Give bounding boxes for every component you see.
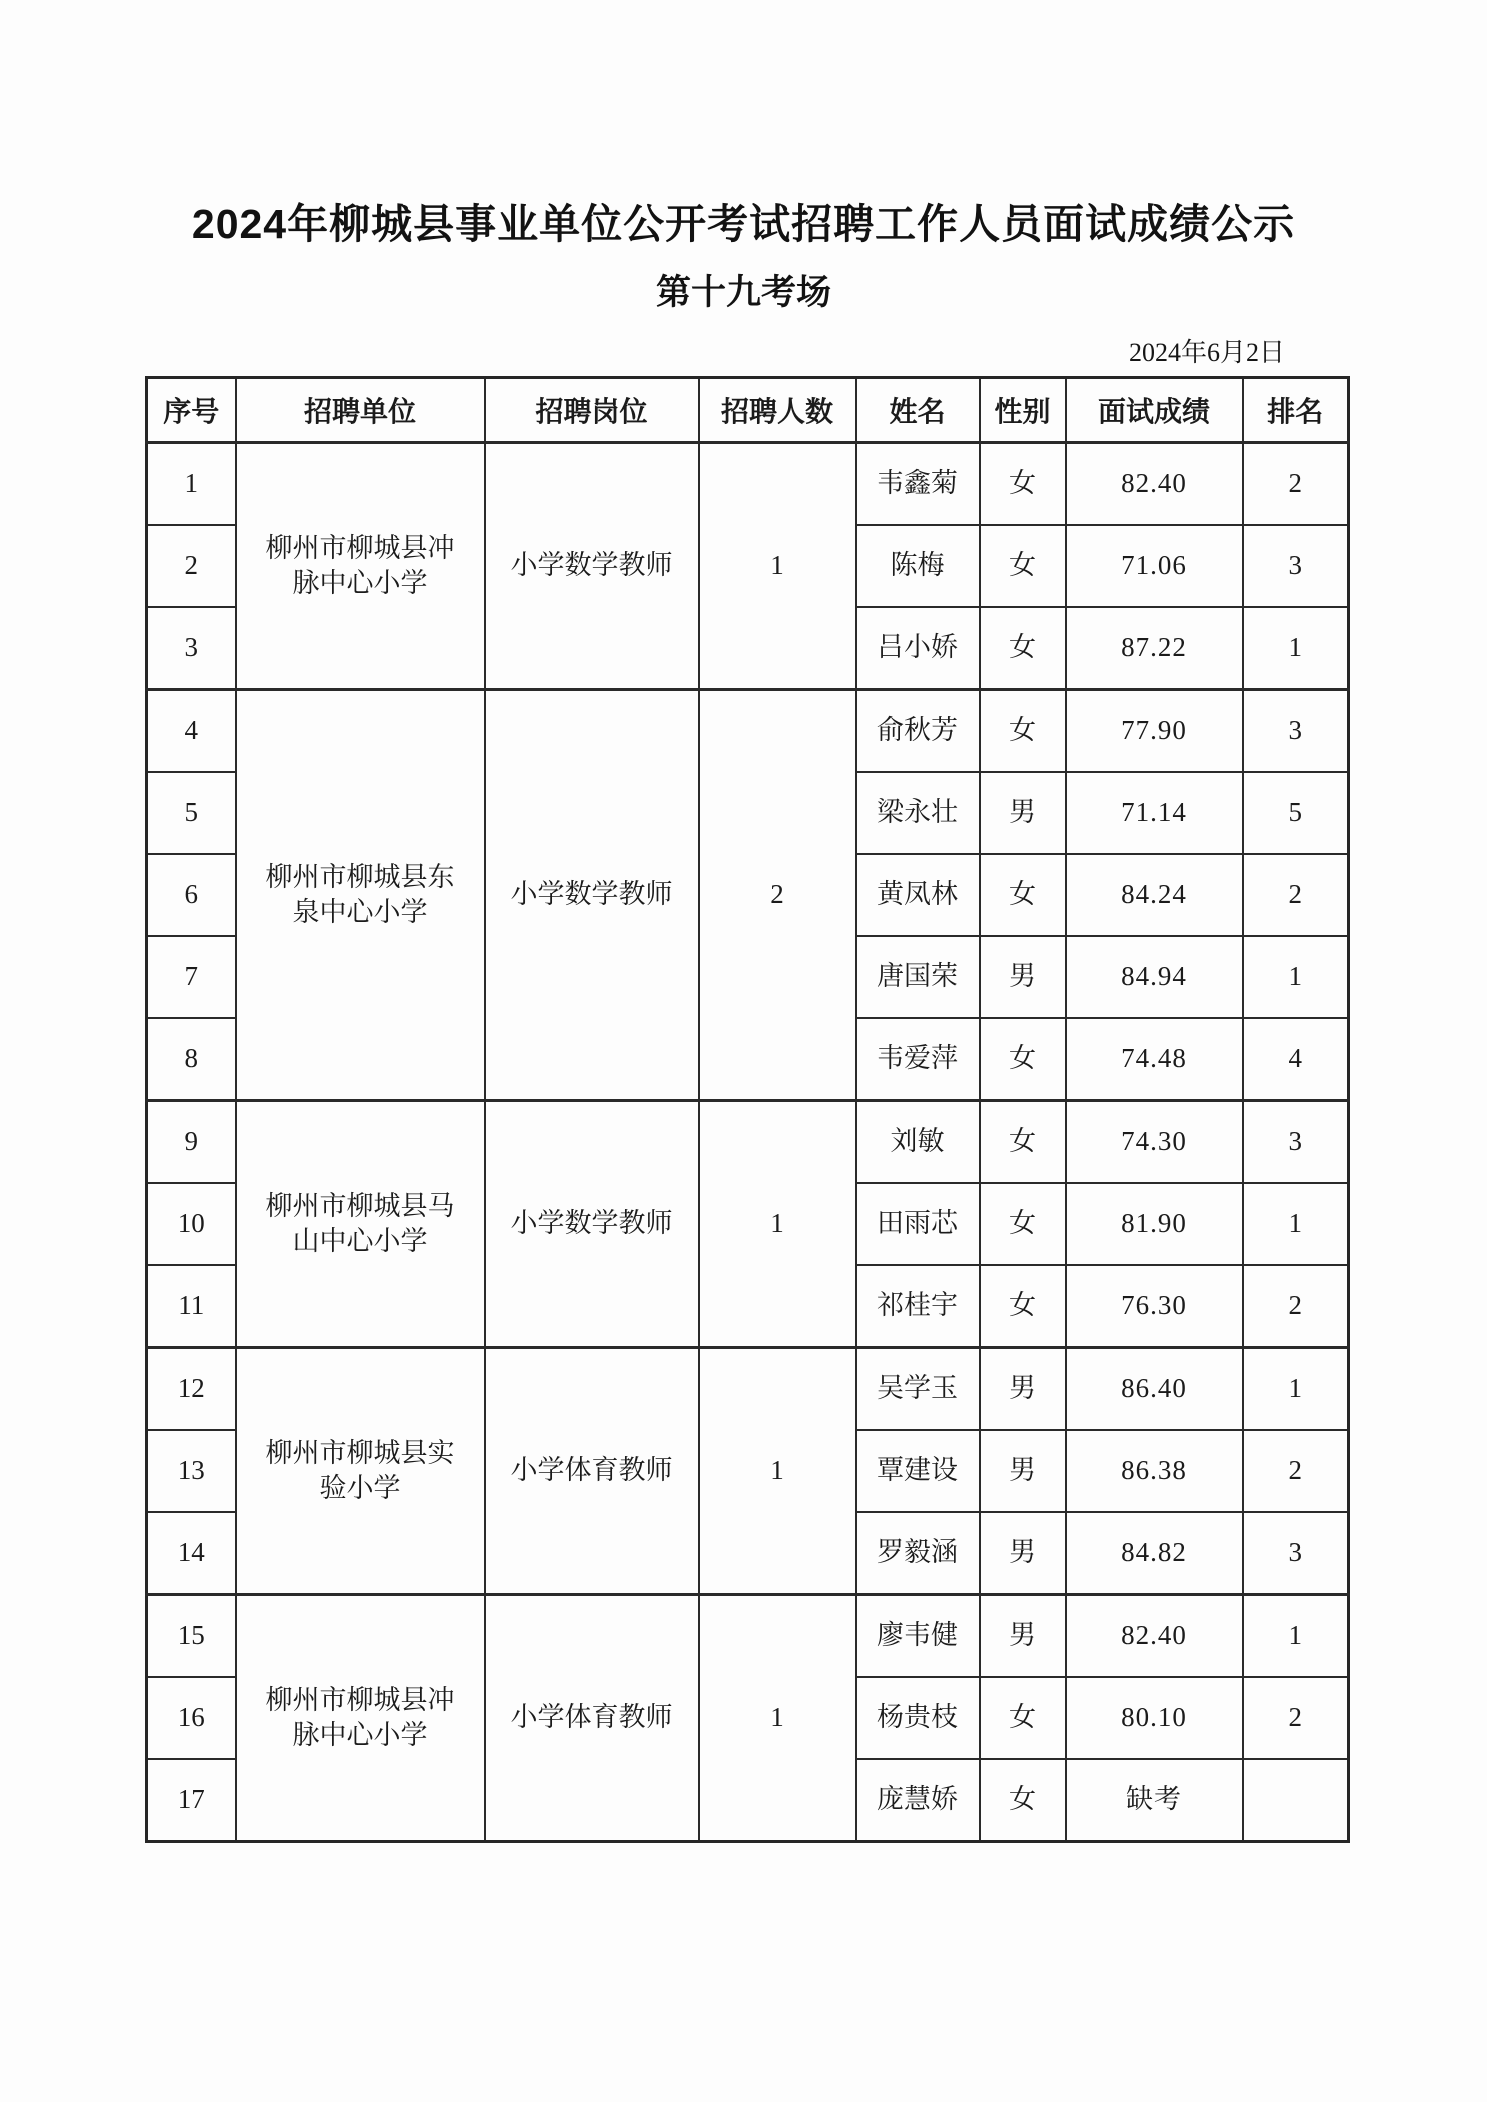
table-row <box>147 1347 1349 1430</box>
cell-rank: 1 <box>1243 1594 1349 1677</box>
document-date: 2024年6月2日 <box>1128 338 1285 368</box>
cell-score: 76.30 <box>1066 1265 1243 1348</box>
cell-count: 1 <box>699 442 856 689</box>
cell-count: 1 <box>699 1347 856 1594</box>
cell-name: 吴学玉 <box>856 1347 980 1430</box>
cell-seq: 13 <box>147 1430 236 1512</box>
col-header-unit: 招聘单位 <box>236 377 485 442</box>
cell-name: 覃建设 <box>856 1430 980 1512</box>
table-header-row <box>147 377 1349 442</box>
cell-seq: 7 <box>147 936 236 1018</box>
cell-score: 82.40 <box>1066 1594 1243 1677</box>
cell-gender: 男 <box>980 1512 1066 1595</box>
cell-gender: 男 <box>980 1594 1066 1677</box>
cell-seq: 8 <box>147 1018 236 1101</box>
cell-unit: 柳州市柳城县马山中心小学 <box>236 1100 485 1347</box>
cell-gender: 女 <box>980 854 1066 936</box>
col-header-gender: 性别 <box>980 377 1066 442</box>
cell-unit: 柳州市柳城县冲脉中心小学 <box>236 442 485 689</box>
cell-seq: 4 <box>147 689 236 772</box>
cell-rank: 1 <box>1243 1347 1349 1430</box>
cell-gender: 女 <box>980 1677 1066 1759</box>
cell-seq: 1 <box>147 442 236 525</box>
cell-seq: 2 <box>147 525 236 607</box>
table-row <box>147 1594 1349 1677</box>
cell-rank: 2 <box>1243 1265 1349 1348</box>
cell-gender: 男 <box>980 1347 1066 1430</box>
cell-gender: 女 <box>980 1265 1066 1348</box>
cell-seq: 11 <box>147 1265 236 1348</box>
cell-seq: 12 <box>147 1347 236 1430</box>
col-header-rank: 排名 <box>1243 377 1349 442</box>
cell-seq: 16 <box>147 1677 236 1759</box>
cell-name: 陈梅 <box>856 525 980 607</box>
cell-score: 80.10 <box>1066 1677 1243 1759</box>
col-header-name: 姓名 <box>856 377 980 442</box>
cell-gender: 女 <box>980 1183 1066 1265</box>
cell-name: 俞秋芳 <box>856 689 980 772</box>
table-row <box>147 442 1349 525</box>
cell-name: 庞慧娇 <box>856 1759 980 1842</box>
cell-count: 1 <box>699 1100 856 1347</box>
cell-score: 84.24 <box>1066 854 1243 936</box>
cell-name: 韦鑫菊 <box>856 442 980 525</box>
cell-rank: 1 <box>1243 936 1349 1018</box>
cell-position: 小学体育教师 <box>485 1594 699 1841</box>
cell-count: 2 <box>699 689 856 1100</box>
cell-gender: 男 <box>980 936 1066 1018</box>
cell-position: 小学数学教师 <box>485 689 699 1100</box>
cell-rank: 1 <box>1243 607 1349 690</box>
cell-score: 74.30 <box>1066 1100 1243 1183</box>
cell-gender: 女 <box>980 607 1066 690</box>
cell-seq: 3 <box>147 607 236 690</box>
col-header-score: 面试成绩 <box>1066 377 1243 442</box>
cell-rank <box>1243 1759 1349 1842</box>
cell-rank: 5 <box>1243 772 1349 854</box>
cell-rank: 2 <box>1243 854 1349 936</box>
page-subtitle: 第十九考场 <box>655 273 831 313</box>
cell-gender: 女 <box>980 1100 1066 1183</box>
cell-score: 81.90 <box>1066 1183 1243 1265</box>
cell-seq: 6 <box>147 854 236 936</box>
cell-score: 86.38 <box>1066 1430 1243 1512</box>
cell-position: 小学数学教师 <box>485 442 699 689</box>
cell-name: 罗毅涵 <box>856 1512 980 1595</box>
cell-unit: 柳州市柳城县冲脉中心小学 <box>236 1594 485 1841</box>
table-row <box>147 689 1349 772</box>
cell-seq: 10 <box>147 1183 236 1265</box>
col-header-seq: 序号 <box>147 377 236 442</box>
col-header-count: 招聘人数 <box>699 377 856 442</box>
cell-rank: 2 <box>1243 1677 1349 1759</box>
cell-name: 刘敏 <box>856 1100 980 1183</box>
cell-seq: 15 <box>147 1594 236 1677</box>
interview-score-table <box>145 376 1350 1843</box>
cell-gender: 男 <box>980 1430 1066 1512</box>
cell-rank: 4 <box>1243 1018 1349 1101</box>
page-title: 2024年柳城县事业单位公开考试招聘工作人员面试成绩公示 <box>191 201 1296 247</box>
cell-seq: 17 <box>147 1759 236 1842</box>
cell-rank: 2 <box>1243 1430 1349 1512</box>
cell-name: 梁永壮 <box>856 772 980 854</box>
cell-unit: 柳州市柳城县实验小学 <box>236 1347 485 1594</box>
cell-rank: 3 <box>1243 689 1349 772</box>
cell-score: 74.48 <box>1066 1018 1243 1101</box>
cell-score: 87.22 <box>1066 607 1243 690</box>
cell-score: 77.90 <box>1066 689 1243 772</box>
cell-name: 田雨芯 <box>856 1183 980 1265</box>
col-header-position: 招聘岗位 <box>485 377 699 442</box>
cell-name: 杨贵枝 <box>856 1677 980 1759</box>
cell-name: 廖韦健 <box>856 1594 980 1677</box>
cell-rank: 3 <box>1243 525 1349 607</box>
cell-name: 韦爱萍 <box>856 1018 980 1101</box>
cell-score: 71.06 <box>1066 525 1243 607</box>
cell-score: 71.14 <box>1066 772 1243 854</box>
cell-name: 唐国荣 <box>856 936 980 1018</box>
cell-rank: 2 <box>1243 442 1349 525</box>
cell-seq: 9 <box>147 1100 236 1183</box>
table-row <box>147 1100 1349 1183</box>
cell-score: 84.82 <box>1066 1512 1243 1595</box>
cell-rank: 3 <box>1243 1512 1349 1595</box>
cell-gender: 女 <box>980 1018 1066 1101</box>
cell-score: 82.40 <box>1066 442 1243 525</box>
cell-gender: 女 <box>980 1759 1066 1842</box>
cell-gender: 女 <box>980 689 1066 772</box>
cell-gender: 女 <box>980 442 1066 525</box>
cell-position: 小学数学教师 <box>485 1100 699 1347</box>
cell-count: 1 <box>699 1594 856 1841</box>
cell-seq: 14 <box>147 1512 236 1595</box>
cell-position: 小学体育教师 <box>485 1347 699 1594</box>
cell-gender: 男 <box>980 772 1066 854</box>
cell-rank: 3 <box>1243 1100 1349 1183</box>
cell-name: 黄凤林 <box>856 854 980 936</box>
cell-gender: 女 <box>980 525 1066 607</box>
cell-seq: 5 <box>147 772 236 854</box>
cell-name: 吕小娇 <box>856 607 980 690</box>
cell-score: 86.40 <box>1066 1347 1243 1430</box>
cell-name: 祁桂宇 <box>856 1265 980 1348</box>
cell-rank: 1 <box>1243 1183 1349 1265</box>
cell-score: 84.94 <box>1066 936 1243 1018</box>
cell-score: 缺考 <box>1066 1759 1243 1842</box>
cell-unit: 柳州市柳城县东泉中心小学 <box>236 689 485 1100</box>
